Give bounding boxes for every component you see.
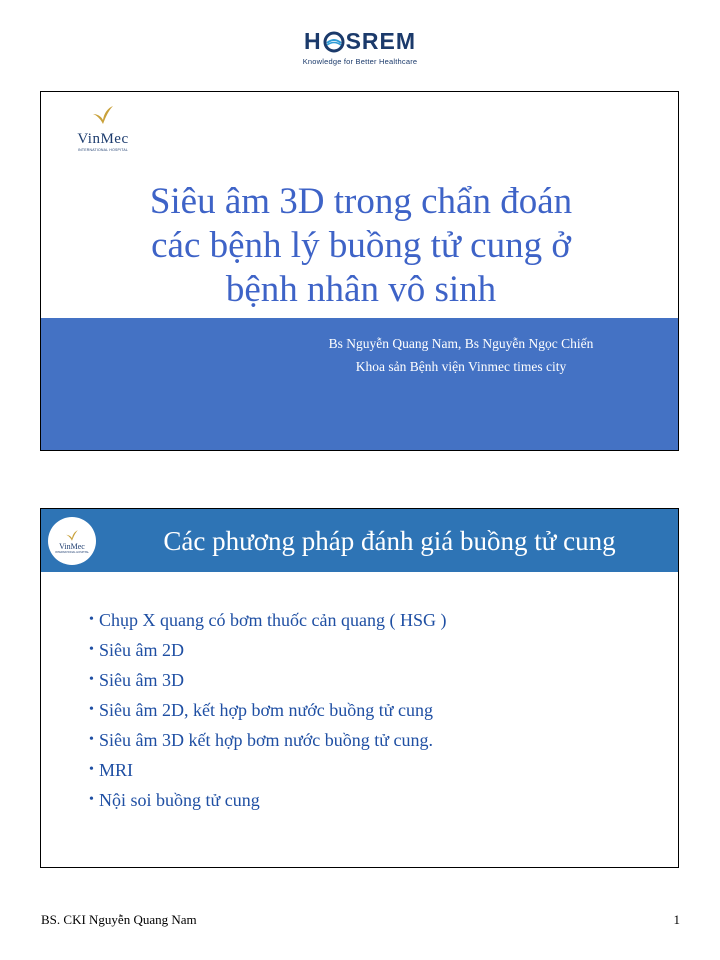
list-item-text: Chụp X quang có bơm thuốc cản quang ( HSG ) [99,610,447,630]
title-line: Siêu âm 3D trong chẩn đoán [149,181,573,222]
bullet-icon: • [89,672,94,687]
vinmec-badge [48,517,96,565]
affiliation-line: Khoa sản Bệnh viện Vinmec times city [355,359,567,374]
vinmec-bird-icon [91,104,115,126]
title-line: các bệnh lý buồng tử cung ở [151,225,571,266]
author-block [241,332,681,378]
slide-2-header [41,509,678,572]
footer-author: BS. CKI Nguyễn Quang Nam [41,912,197,927]
bullet-icon: • [89,612,94,627]
slide-1 [40,91,679,451]
list-item [89,605,446,635]
vinmec-badge-wordmark: VinMec [59,541,85,551]
slide-2-title: Các phương pháp đánh giá buồng tử cung [163,526,616,556]
vinmec-badge-subtitle: INTERNATIONAL HOSPITAL [55,550,89,554]
bullet-icon: • [89,642,94,657]
hosrem-logo [0,28,720,66]
hosrem-globe-icon [323,31,345,53]
vinmec-wordmark: VinMec [77,131,129,147]
list-item [89,725,446,755]
list-item-text: Nội soi buồng tử cung [99,790,260,810]
list-item-text: Siêu âm 3D kết hợp bơm nước buồng tử cung. [99,730,434,750]
list-item-text: Siêu âm 2D, kết hợp bơm nước buồng tử cung [99,700,434,720]
slide-2 [40,508,679,868]
bullet-icon: • [89,702,94,717]
list-item-text: Siêu âm 2D [99,640,184,660]
vinmec-subtitle: INTERNATIONAL HOSPITAL [77,148,129,152]
slide-1-title [81,180,641,312]
bullet-icon: • [89,762,94,777]
list-item [89,785,446,815]
list-item [89,635,446,665]
list-item-text: MRI [99,760,134,780]
title-line: bệnh nhân vô sinh [225,269,497,310]
list-item-text: Siêu âm 3D [99,670,184,690]
vinmec-logo [63,104,143,152]
list-item [89,755,446,785]
list-item [89,695,446,725]
authors-line: Bs Nguyễn Quang Nam, Bs Nguyễn Ngọc Chiến [328,336,594,351]
list-item [89,665,446,695]
method-list [89,605,446,815]
bullet-icon: • [89,792,94,807]
hosrem-wordmark: H SREM [303,28,417,54]
page-number: 1 [673,912,680,927]
bullet-icon: • [89,732,94,747]
hosrem-tagline: Knowledge for Better Healthcare [302,57,418,66]
vinmec-bird-icon [65,529,79,542]
